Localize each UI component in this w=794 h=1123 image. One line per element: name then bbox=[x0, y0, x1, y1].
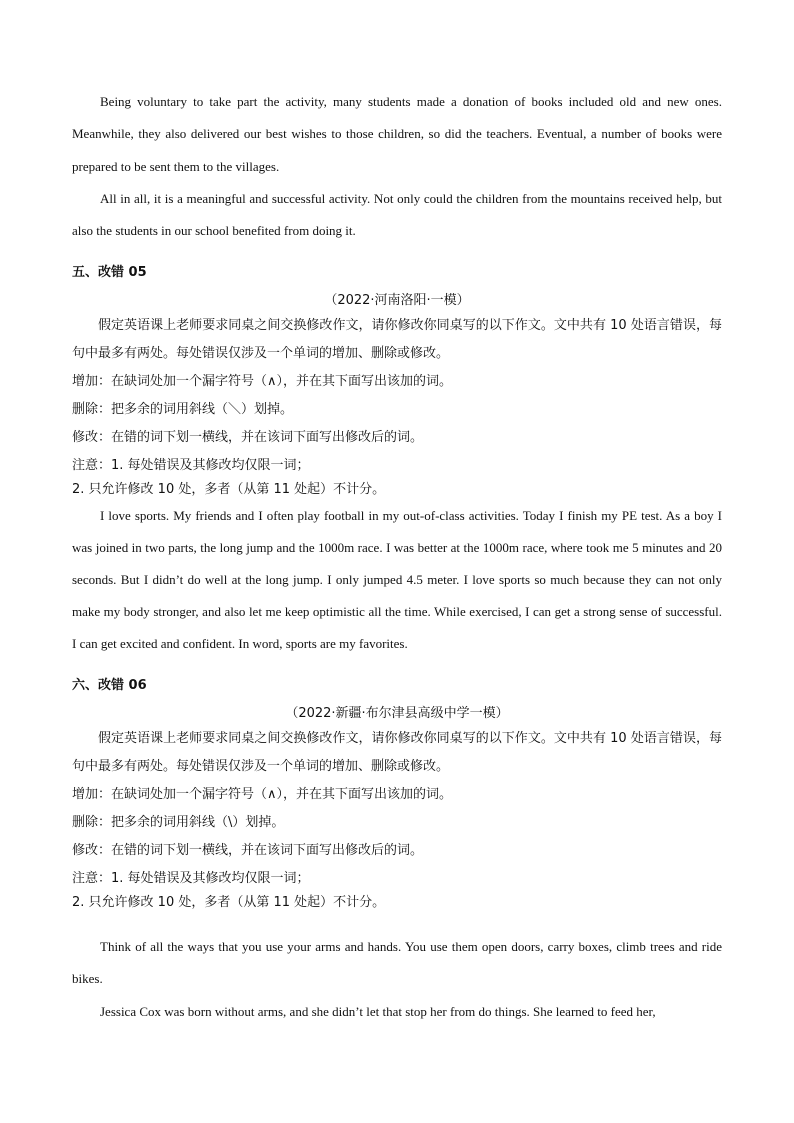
section-heading: 六、改错 06 bbox=[72, 678, 147, 693]
note-2: 2. 只允许修改 10 处，多者（从第 11 处起）不计分。 bbox=[72, 895, 386, 910]
section-5 bbox=[72, 263, 722, 660]
instruction-modify: 修改：在错的词下划一横线，并在该词下面写出修改后的词。 bbox=[72, 430, 424, 445]
paragraph: All in all, it is a meaningful and successful activity. Not only could the children from the mountains received help, but also the students in our school benefited from doing it. bbox=[72, 190, 722, 239]
paragraph: Being voluntary to take part the activity, many students made a donation of books included old and new ones. Meanwhile, they also delivered our best wishes to those children, so did the teachers. Eventual, a number of books were prepared to be sent them to the villages. bbox=[72, 94, 722, 174]
instructions: 假定英语课上老师要求同桌之间交换修改作文，请你修改你同桌写的以下作文。文中共有 10 处语言错误，每句中最多有两处。每处错误仅涉及一个单词的增加、删除或修改。 bbox=[72, 318, 722, 361]
paragraph: Jessica Cox was born without arms, and she didn’t let that stop her from do things. She learned to feed her, bbox=[100, 1003, 656, 1019]
essay-text: I love sports. My friends and I often play football in my out-of-class activities. Today I finish my PE test. As a boy I was joined in two parts, the long jump and the 1000m race. I was better at the 1000m race, where took me 5 minutes and 20 seconds. But I didn’t do well at the long jump. I only jumped 4.5 meter. I love sports so much because they can not only make my body stronger, and also let me keep optimistic all the time. While exercised, I can get a strong sense of successful. I can get excited and confident. In word, sports are my favorites. bbox=[72, 508, 722, 651]
source-label: （2022·新疆·布尔津县高级中学一模） bbox=[285, 706, 509, 721]
section-6 bbox=[72, 676, 722, 1028]
instruction-delete: 删除：把多余的词用斜线（\）划掉。 bbox=[72, 815, 285, 830]
instruction-add: 增加：在缺词处加一个漏字符号（∧），并在其下面写出该加的词。 bbox=[72, 787, 453, 802]
top-passage bbox=[72, 86, 722, 247]
note-1: 注意：1. 每处错误及其修改均仅限一词； bbox=[72, 458, 310, 473]
note-2: 2. 只允许修改 10 处，多者（从第 11 处起）不计分。 bbox=[72, 482, 386, 497]
note-1: 注意：1. 每处错误及其修改均仅限一词； bbox=[72, 871, 310, 886]
instruction-modify: 修改：在错的词下划一横线，并在该词下面写出修改后的词。 bbox=[72, 843, 424, 858]
instructions: 假定英语课上老师要求同桌之间交换修改作文，请你修改你同桌写的以下作文。文中共有 10 处语言错误，每句中最多有两处。每处错误仅涉及一个单词的增加、删除或修改。 bbox=[72, 731, 722, 774]
instruction-delete: 删除：把多余的词用斜线（＼）划掉。 bbox=[72, 402, 294, 417]
paragraph: Think of all the ways that you use your arms and hands. You use them open doors, carry boxes, climb trees and ride bikes. bbox=[72, 939, 722, 987]
section-heading: 五、改错 05 bbox=[72, 265, 147, 280]
instruction-add: 增加：在缺词处加一个漏字符号（∧），并在其下面写出该加的词。 bbox=[72, 374, 453, 389]
source-label: （2022·河南洛阳·一模） bbox=[324, 293, 470, 308]
